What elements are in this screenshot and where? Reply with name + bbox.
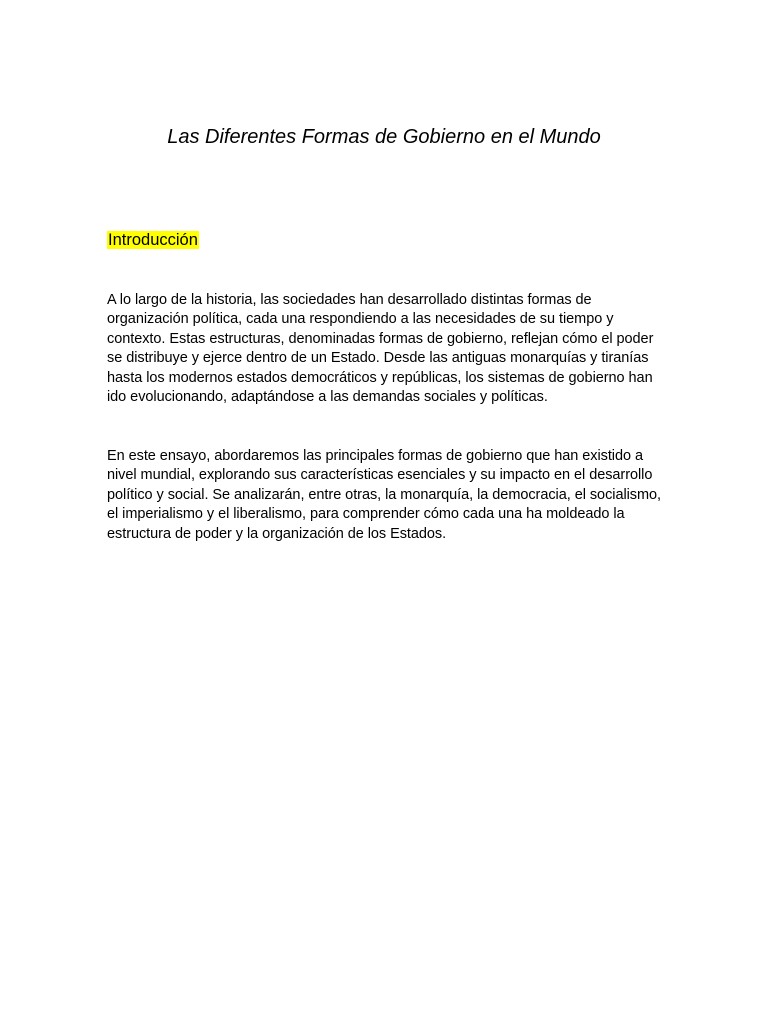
document-title: Las Diferentes Formas de Gobierno en el Mundo [167,126,601,148]
paragraph-1: A lo largo de la historia, las sociedades han desarrollado distintas formas de organización política, cada una respondiendo a las necesidades de su tiempo y contexto. Estas estructuras, denominadas formas de gobierno, reflejan cómo el poder se distribuye y ejerce dentro de un Estado. Desde las antiguas monarquías y tiranías hasta los modernos estados democráticos y repúblicas, los sistemas de gobierno han ido evolucionando, adaptándose a las demandas sociales y políticas. [107,292,654,406]
paragraph-2: En este ensayo, abordaremos las principales formas de gobierno que han existido a nivel mundial, explorando sus características esenciales y su impacto en el desarrollo político y social. Se analizarán, entre otras, la monarquía, la democracia, el socialismo, el imperialismo y el liberalismo, para comprender cómo cada una ha moldeado la estructura de poder y la organización de los Estados. [107,448,662,542]
section-heading-introduccion [107,230,199,251]
highlighted-heading-text: Introducción [108,231,198,249]
